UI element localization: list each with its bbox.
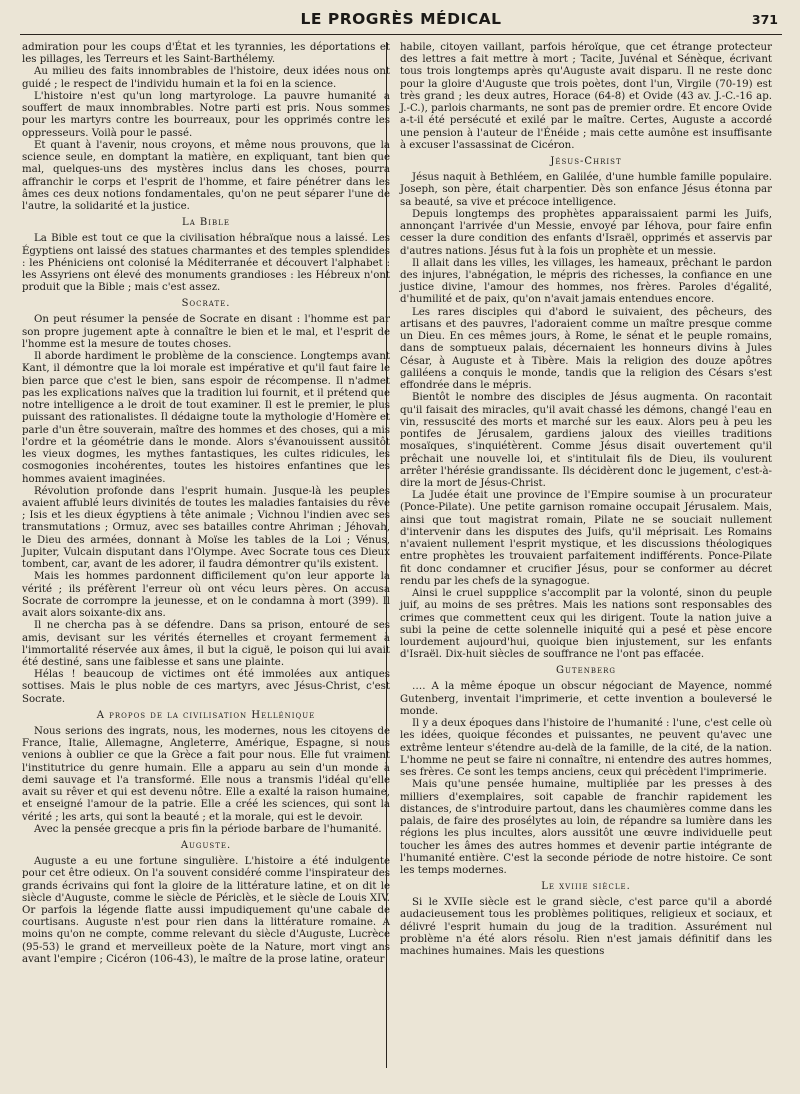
paragraph: Hélas ! beaucoup de victimes ont été immolées aux antiques sottises. Mais le plus noble de ces martyrs, avec Jésus-Christ, c'est Socrate. [22, 669, 390, 705]
paragraph: Révolution profonde dans l'esprit humain. Jusque-là les peuples avaient affublé leurs divinités de toutes les maladies fantaisies du rêve ; Isis et les dieux égyptiens à tête animale ; Vichnou l'indien avec ses transmutations ; Ormuz, avec ses batailles contre Ahriman ; Jéhovah, le Dieu des armées, donnant à Moïse les tables de la Loi ; Vénus, Jupiter, Vulcain disputant dans l'Olympe. Avec Socrate tous ces Dieux tombent, car, avant de les adorer, il faudra démontrer qu'ils existent. [22, 485, 390, 571]
section-heading-hellenique: A propos de la civilisation Hellénique [96, 709, 316, 721]
paragraph: Jésus naquit à Bethléem, en Galilée, d'une humble famille populaire. Joseph, son père, était charpentier. Dès son enfance Jésus étonna par sa beauté, sa vive et précoce intelligence. [400, 172, 772, 208]
paragraph: Il aborde hardiment le problème de la conscience. Longtemps avant Kant, il démontre que la loi morale est impérative et qu'il faut faire le bien parce que c'est le bien, sans espoir de récompense. Il n'admet pas les explications naïves que la tradition lui fournit, et il prétend que notre intelligence a le droit de tout examiner. Il est le premier, le plus puissant des rationalistes. Il dédaigne toute la mythologie d'Homère et parle d'un être souverain, maître des hommes et des choses, qui a mis l'ordre et la géométrie dans le monde. Alors s'évanouissent aussitôt les vieux dogmes, les mythes fantastiques, les cultes ridicules, les cosmogonies incohérentes, toutes les histoires enfantines que les hommes avaient imaginées. [22, 351, 390, 485]
journal-title: LE PROGRÈS MÉDICAL [300, 10, 502, 28]
paragraph: Depuis longtemps des prophètes apparaissaient parmi les Juifs, annonçant l'arrivée d'un Messie, envoyé par Iéhova, pour faire enfin cesser la dure condition des enfants d'Israël, opprimés et asservis par d'autres nations. Jésus fut à la fois un prophète et un messie. [400, 208, 772, 257]
header-rule [20, 34, 782, 35]
paragraph: La Judée était une province de l'Empire soumise à un procurateur (Ponce-Pilate). Une petite garnison romaine occupait Jérusalem. Mais, ainsi que tout magistrat romain, Pilate ne se souciait nullement d'intervenir dans les disputes des Juifs, qu'il méprisait. Les Romains n'avaient nullement l'esprit mystique, et les discussions théologiques entre prophètes les trouvaient parfaitement indifférents. Ponce-Pilate fit donc condamner et crucifier Jésus, pour se conformer au décret rendu par les chefs de la synagogue. [400, 490, 772, 587]
paragraph: Nous serions des ingrats, nous, les modernes, nous les citoyens de France, Italie, Allemagne, Angleterre, Amérique, Espagne, si nous venions à oublier ce que la Grèce a fait pour nous. Elle fut vraiment l'institutrice du genre humain. Elle a apparu au sein d'un monde à demi sauvage et l'a transformé. Elle nous a transmis l'idéal qu'elle avait su rêver et qui est devenu nôtre. Elle a exalté la raison humaine, et enseigné l'amour de la patrie. Elle a créé les sciences, qui sont la vérité ; les arts, qui sont la beauté ; et la morale, qui est le devoir. [22, 725, 390, 823]
paragraph: Il allait dans les villes, les villages, les hameaux, prêchant le pardon des injures, l'abnégation, le mépris des richesses, la confiance en une justice divine, l'amour des hommes, nos frères. Paroles d'égalité, d'humilité et de paix, qu'on n'avait jamais entendues encore. [400, 257, 772, 306]
paragraph: Il y a deux époques dans l'histoire de l'humanité : l'une, c'est celle où les idées, quoique fécondes et puissantes, ne peuvent qu'avec une extrême lenteur s'étendre au-delà de la famille, de la cité, de la nation. L'homme ne peut se faire ni connaître, ni entendre des autres hommes, ses frères. Ce sont les temps anciens, ceux qui précèdent l'imprimerie. [400, 718, 772, 779]
paragraph: Mais qu'une pensée humaine, multipliée par les presses à des milliers d'exemplaires, soit capable de franchir rapidement les distances, de s'introduire partout, dans les chaumières comme dans les palais, de faire des prosélytes au loin, de répandre sa lumière dans les régions les plus incultes, alors aussitôt une œuvre individuelle peut toucher les âmes des autres hommes et devenir partie intégrante de l'humanité entière. C'est la seconde période de notre histoire. Ce sont les temps modernes. [400, 779, 772, 876]
paragraph: Il ne chercha pas à se défendre. Dans sa prison, entouré de ses amis, devisant sur les vérités éternelles et croyant fermement à l'immortalité réservée aux âmes, il but la ciguë, le poison qui lui avait été destiné, sans une faiblesse et sans une plainte. [22, 620, 390, 669]
paragraph: On peut résumer la pensée de Socrate en disant : l'homme est par son propre jugement apte à connaître le bien et le mal, et l'esprit de l'homme est la mesure de toutes choses. [22, 314, 390, 350]
paragraph: habile, citoyen vaillant, parfois héroïque, que cet étrange protecteur des lettres a fait mettre à mort ; Tacite, Juvénal et Sénèque, écrivant tous trois longtemps après qu'Auguste avait disparu. Il ne reste donc pour la gloire d'Auguste que trois poètes, dont l'un, Virgile (70-19) est très grand ; les deux autres, Horace (64-8) et Ovide (43 av. J.-C.-16 ap. J.-C.), parlois charmants, ne sont pas de premier ordre. Et encore Ovide a-t-il été persécuté et exilé par le maître. Certes, Auguste a accordé une pension à l'auteur de l'Énéide ; mais cette aumône est insuffisante à excuser l'assassinat de Cicéron. [400, 42, 772, 151]
paragraph: Avec la pensée grecque a pris fin la période barbare de l'humanité. [34, 823, 382, 835]
section-heading-socrate: Socrate. [181, 298, 231, 310]
column-divider [386, 42, 387, 1068]
section-heading-jesus: Jésus-Christ [550, 156, 622, 168]
section-heading-xviii: Le xviiie siècle. [541, 881, 631, 893]
section-heading-bible: La Bible [182, 217, 230, 229]
paragraph: La Bible est tout ce que la civilisation hébraïque nous a laissé. Les Égyptiens ont laissé des statues charmantes et des temples splendides : les Phéniciens ont colonisé la Méditerranée et découvert l'alphabet : les Assyriens ont élevé des monuments grandioses : les Hébreux n'ont produit que la Bible ; mais c'est assez. [22, 233, 390, 294]
section-heading-gutenberg: Gutenberg [556, 665, 616, 677]
page-header [24, 8, 778, 32]
paragraph: L'histoire n'est qu'un long martyrologe. La pauvre humanité a souffert de maux innombrables. Notre parti est pris. Nous sommes pour les martyrs contre les bourreaux, pour les opprimés contre les oppresseurs. Voilà pour le passé. [22, 90, 390, 139]
section-heading-auguste: Auguste. [180, 840, 232, 852]
paragraph: Auguste a eu une fortune singulière. L'histoire a été indulgente pour cet être odieux. On l'a souvent considéré comme l'inspirateur des grands écrivains qui font la gloire de la littérature latine, et on dit le siècle d'Auguste, comme le siècle de Périclès, et le siècle de Louis XIV. Or parfois la légende flatte aussi impudiquement qu'une cabale de courtisans. Auguste n'est pour rien dans la littérature romaine. A moins qu'on ne compte, comme relevant du siècle d'Auguste, Lucrèce (95-53) le grand et merveilleux poète de la Nature, mort vingt ans avant l'empire ; Cicéron (106-43), le maître de la prose latine, orateur [22, 856, 390, 965]
paragraph: Bientôt le nombre des disciples de Jésus augmenta. On racontait qu'il faisait des miracles, qu'il avait chassé les démons, changé l'eau en vin, ressuscité des morts et marché sur les eaux. Alors peu à peu les pontifes de Jérusalem, gardiens jaloux des vieilles traditions mosaïques, s'inquiétèrent. Comme Jésus disait ouvertement qu'il prêchait une nouvelle loi, et s'intitulait fils de Dieu, ils voulurent arrêter l'hérésie grandissante. Ils décidèrent donc le jugement, c'est-à-dire la mort de Jésus-Christ. [400, 392, 772, 489]
paragraph: …. A la même époque un obscur négociant de Mayence, nommé Gutenberg, inventait l'imprimerie, et cette invention a bouleversé le monde. [400, 681, 772, 717]
paragraph: Au milieu des faits innombrables de l'histoire, deux idées nous ont guidé ; le respect de l'individu humain et la foi en la science. [22, 66, 390, 90]
paragraph: Et quant à l'avenir, nous croyons, et même nous prouvons, que la science seule, en domptant la matière, en expliquant, tant bien que mal, quelques-uns des mystères inclus dans les choses, pourra affranchir le corps et l'esprit de l'homme, et faire pénétrer dans les âmes ces deux notions fondamentales, qu'on ne peut séparer l'une de l'autre, la solidarité et la justice. [22, 139, 390, 213]
paragraph: Si le XVIIe siècle est le grand siècle, c'est parce qu'il a abordé audacieusement tous les problèmes politiques, religieux et sociaux, et délivré l'esprit humain du joug de la tradition. Assurément nul problème n'a été alors résolu. Rien n'est jamais définitif dans les machines humaines. Mais les questions [400, 897, 772, 958]
paragraph: Les rares disciples qui d'abord le suivaient, des pêcheurs, des artisans et des pauvres, l'adoraient comme un maître presque comme un Dieu. En ces mêmes jours, à Rome, le sénat et le peuple romains, dans de somptueux palais, décernaient les honneurs divins à Jules César, à Auguste et à Tibère. Mais la religion des douze apôtres galiléens a conquis le monde, tandis que la religion des Césars s'est effondrée dans le mépris. [400, 306, 772, 392]
paragraph: admiration pour les coups d'État et les tyrannies, les déportations et les pillages, les Terreurs et les Saint-Barthélemy. [22, 42, 390, 66]
right-column [400, 42, 772, 958]
paragraph: Mais les hommes pardonnent difficilement qu'on leur apporte la vérité ; ils préfèrent l'erreur où ont vécu leurs pères. On accusa Socrate de corrompre la jeunesse, et on le condamna à mort (399). Il avait alors soixante-dix ans. [22, 571, 390, 620]
paragraph: Ainsi le cruel suppplice s'accomplit par la volonté, sinon du peuple juif, au moins de ses prêtres. Mais les nations sont responsables des crimes que commettent ceux qui les dirigent. Toute la nation juive a subi la peine de cette solennelle iniquité qui a pesé et pèse encore lourdement aujourd'hui, quoique bien injustement, sur les enfants d'Israël. Dix-huit siècles de souffrance ne l'ont pas effacée. [400, 588, 772, 661]
page-number: 371 [751, 12, 778, 27]
left-column [22, 42, 390, 966]
